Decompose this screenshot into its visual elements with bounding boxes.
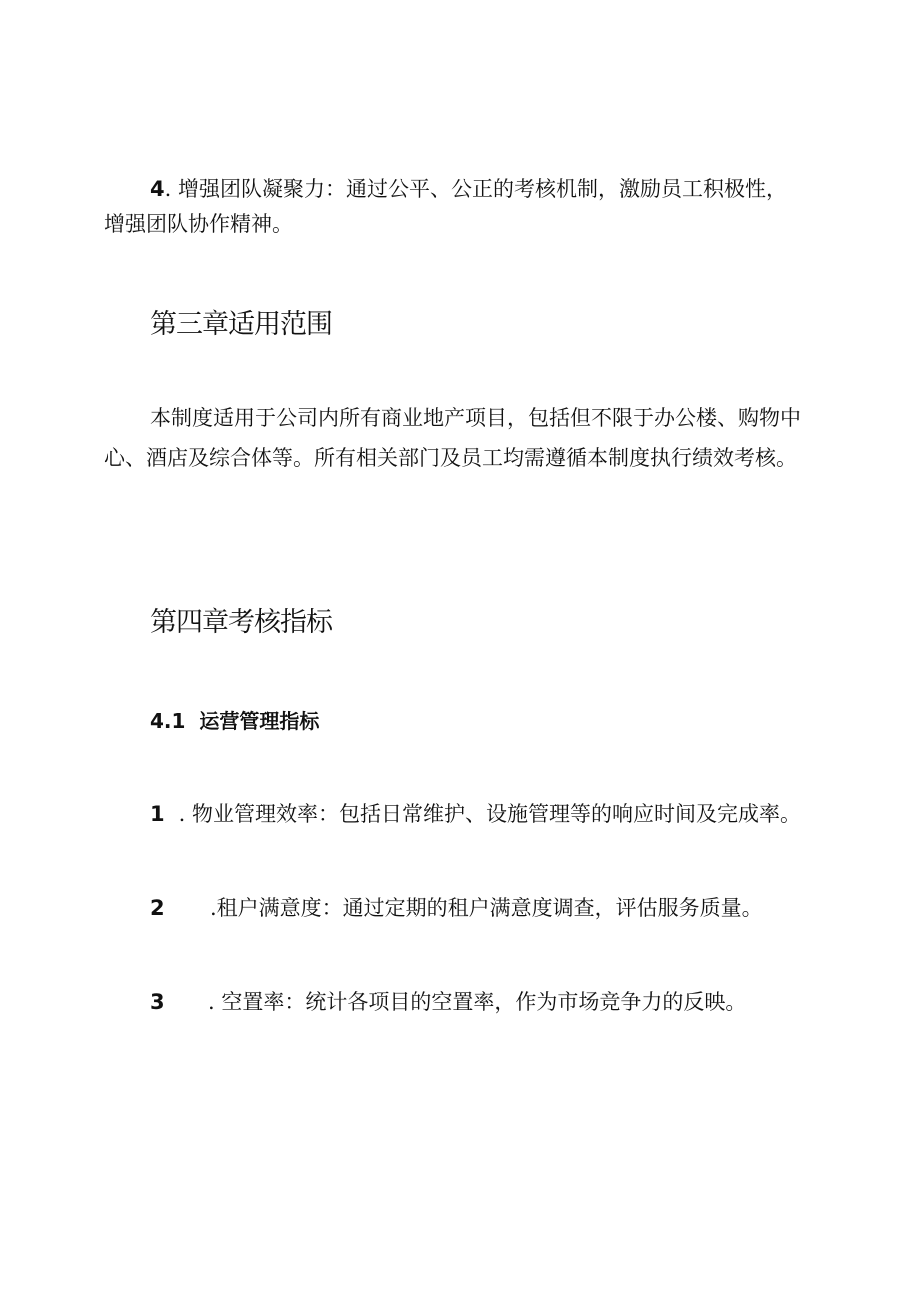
chapter-3-body: 本制度适用于公司内所有商业地产项目，包括但不限于办公楼、购物中心、酒店及综合体等。所有相关部门及员工均需遵循本制度执行绩效考核。	[104, 406, 801, 470]
chapter-4-title: 第四章考核指标	[150, 607, 332, 638]
indicator-number: 1	[150, 802, 165, 826]
item-4-text: . 增强团队凝聚力：通过公平、公正的考核机制，激励员工积极性，增强团队协作精神。	[104, 177, 787, 236]
item-4-number: 4	[150, 177, 165, 201]
indicator-number: 2	[150, 896, 165, 920]
item-4-paragraph	[104, 172, 804, 242]
section-number: 4.1	[150, 709, 186, 733]
indicator-text: . 物业管理效率：包括日常维护、设施管理等的响应时间及完成率。	[172, 802, 802, 826]
section-4-1-heading	[150, 705, 319, 734]
indicator-text: .租户满意度：通过定期的租户满意度调查，评估服务质量。	[210, 896, 763, 920]
indicator-number: 3	[150, 990, 165, 1014]
indicator-item	[150, 987, 746, 1017]
section-title: 运营管理指标	[199, 709, 320, 733]
indicator-item	[150, 799, 801, 829]
indicator-item	[150, 893, 763, 923]
indicator-text: . 空置率：统计各项目的空置率，作为市场竞争力的反映。	[208, 990, 747, 1014]
chapter-3-title: 第三章适用范围	[150, 309, 332, 340]
